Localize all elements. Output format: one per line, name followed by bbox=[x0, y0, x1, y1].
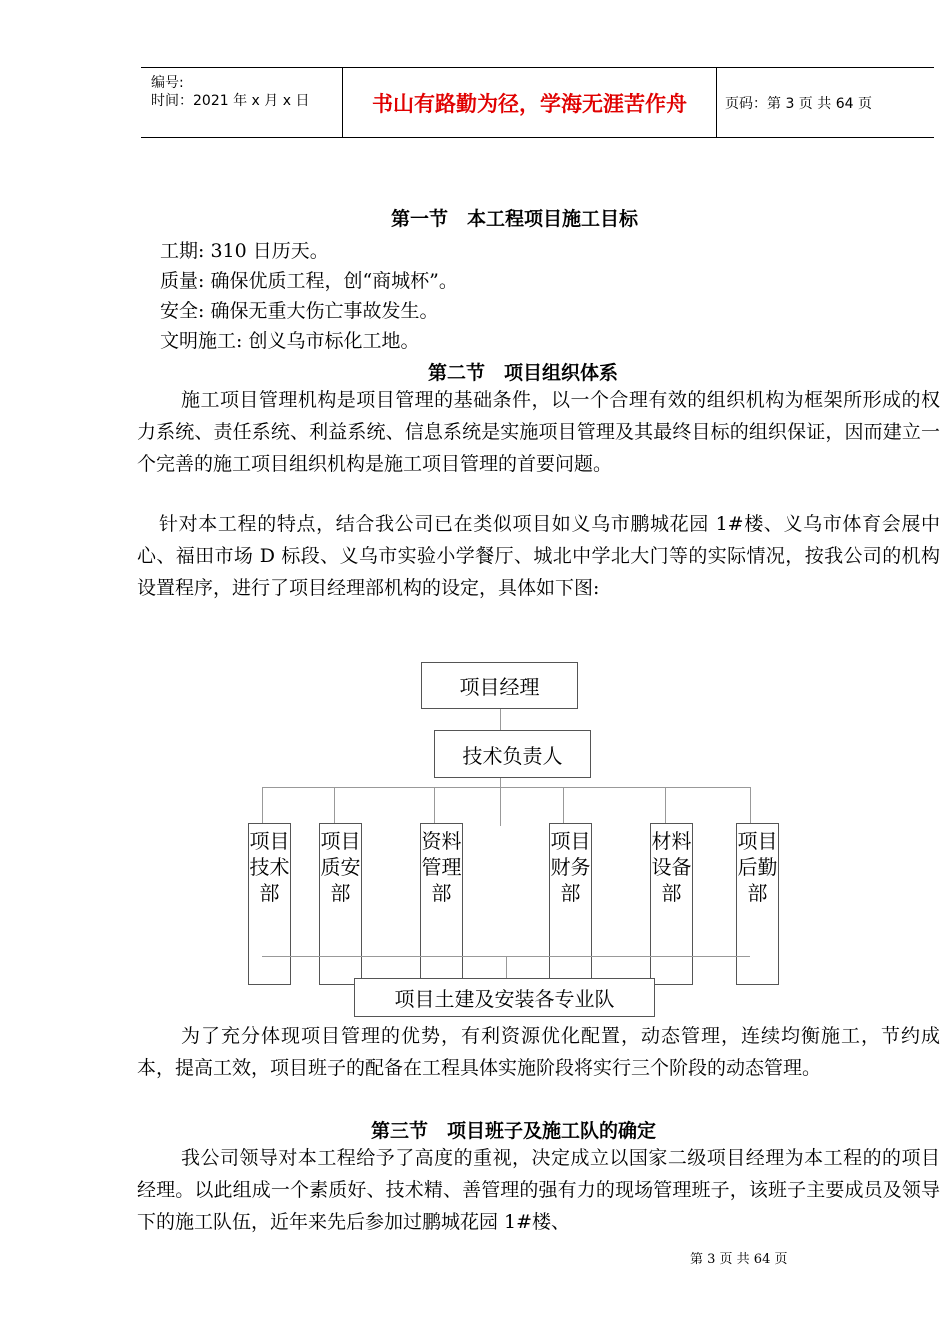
section2-title: 第二节 项目组织体系 bbox=[428, 362, 619, 384]
number-label: 编号: bbox=[151, 75, 184, 91]
goal-duration: 工期: 310 日历天。 bbox=[160, 240, 329, 262]
org-connector bbox=[500, 709, 501, 730]
org-box-department: 项目质安部 bbox=[319, 823, 362, 985]
org-connector bbox=[506, 956, 507, 978]
org-connector bbox=[262, 787, 263, 823]
section2-paragraph-3: 为了充分体现项目管理的优势，有利资源优化配置，动态管理，连续均衡施工，节约成本，提高工效，项目班子的配备在工程具体实施阶段将实行三个阶段的动态管理。 bbox=[137, 1025, 940, 1079]
header-page-label: 页码：第 3 页 共 64 页 bbox=[725, 95, 872, 112]
org-connector bbox=[434, 787, 435, 823]
goal-safety: 安全: 确保无重大伤亡事故发生。 bbox=[160, 300, 439, 322]
org-connector bbox=[665, 787, 666, 823]
section1-title: 第一节 本工程项目施工目标 bbox=[391, 208, 639, 230]
org-box-teams: 项目土建及安装各专业队 bbox=[354, 978, 655, 1017]
section3-paragraph-1: 我公司领导对本工程给予了高度的重视，决定成立以国家二级项目经理为本工程的的项目经理。以此组成一个素质好、技术精、善管理的强有力的现场管理班子，该班子主要成员及领导下的施工队伍，近年来先后参加过鹏城花园 1#楼、 bbox=[137, 1147, 940, 1233]
org-connector bbox=[500, 778, 501, 826]
goal-quality: 质量: 确保优质工程，创“商城杯”。 bbox=[160, 270, 458, 292]
section2-paragraph-1: 施工项目管理机构是项目管理的基础条件，以一个合理有效的组织机构为框架所形成的权力系统、责任系统、利益系统、信息系统是实施项目管理及其最终目标的组织保证，因而建立一个完善的施工项目组织机构是施工项目管理的首要问题。 bbox=[137, 389, 940, 475]
org-box-department: 材料设备部 bbox=[650, 823, 693, 985]
org-box-department: 资料管理部 bbox=[420, 823, 463, 985]
org-box-department: 项目技术部 bbox=[248, 823, 291, 985]
time-label: 时间：2021 年 x 月 x 日 bbox=[151, 93, 310, 109]
page-header bbox=[141, 67, 934, 138]
org-connector bbox=[750, 787, 751, 823]
goal-civilized: 文明施工: 创义乌市标化工地。 bbox=[160, 330, 420, 352]
org-box-department: 项目后勤部 bbox=[736, 823, 779, 985]
header-meta bbox=[141, 68, 343, 137]
page-footer: 第 3 页 共 64 页 bbox=[690, 1252, 788, 1267]
header-motto: 书山有路勤为径，学海无涯苦作舟 bbox=[343, 68, 717, 137]
org-box-tech-lead: 技术负责人 bbox=[434, 730, 591, 778]
org-box-manager: 项目经理 bbox=[421, 662, 578, 709]
org-connector bbox=[563, 787, 564, 823]
org-box-department: 项目财务部 bbox=[549, 823, 592, 985]
org-connector bbox=[262, 787, 750, 788]
section3-title: 第三节 项目班子及施工队的确定 bbox=[371, 1120, 657, 1142]
org-connector bbox=[334, 787, 335, 823]
section2-paragraph-2: 针对本工程的特点，结合我公司已在类似项目如义乌市鹏城花园 1#楼、义乌市体育会展中心、福田市场 D 标段、义乌市实验小学餐厅、城北中学北大门等的实际情况，按我公司的机构设置程序，进行了项目经理部机构的设定，具体如下图: bbox=[137, 513, 940, 599]
